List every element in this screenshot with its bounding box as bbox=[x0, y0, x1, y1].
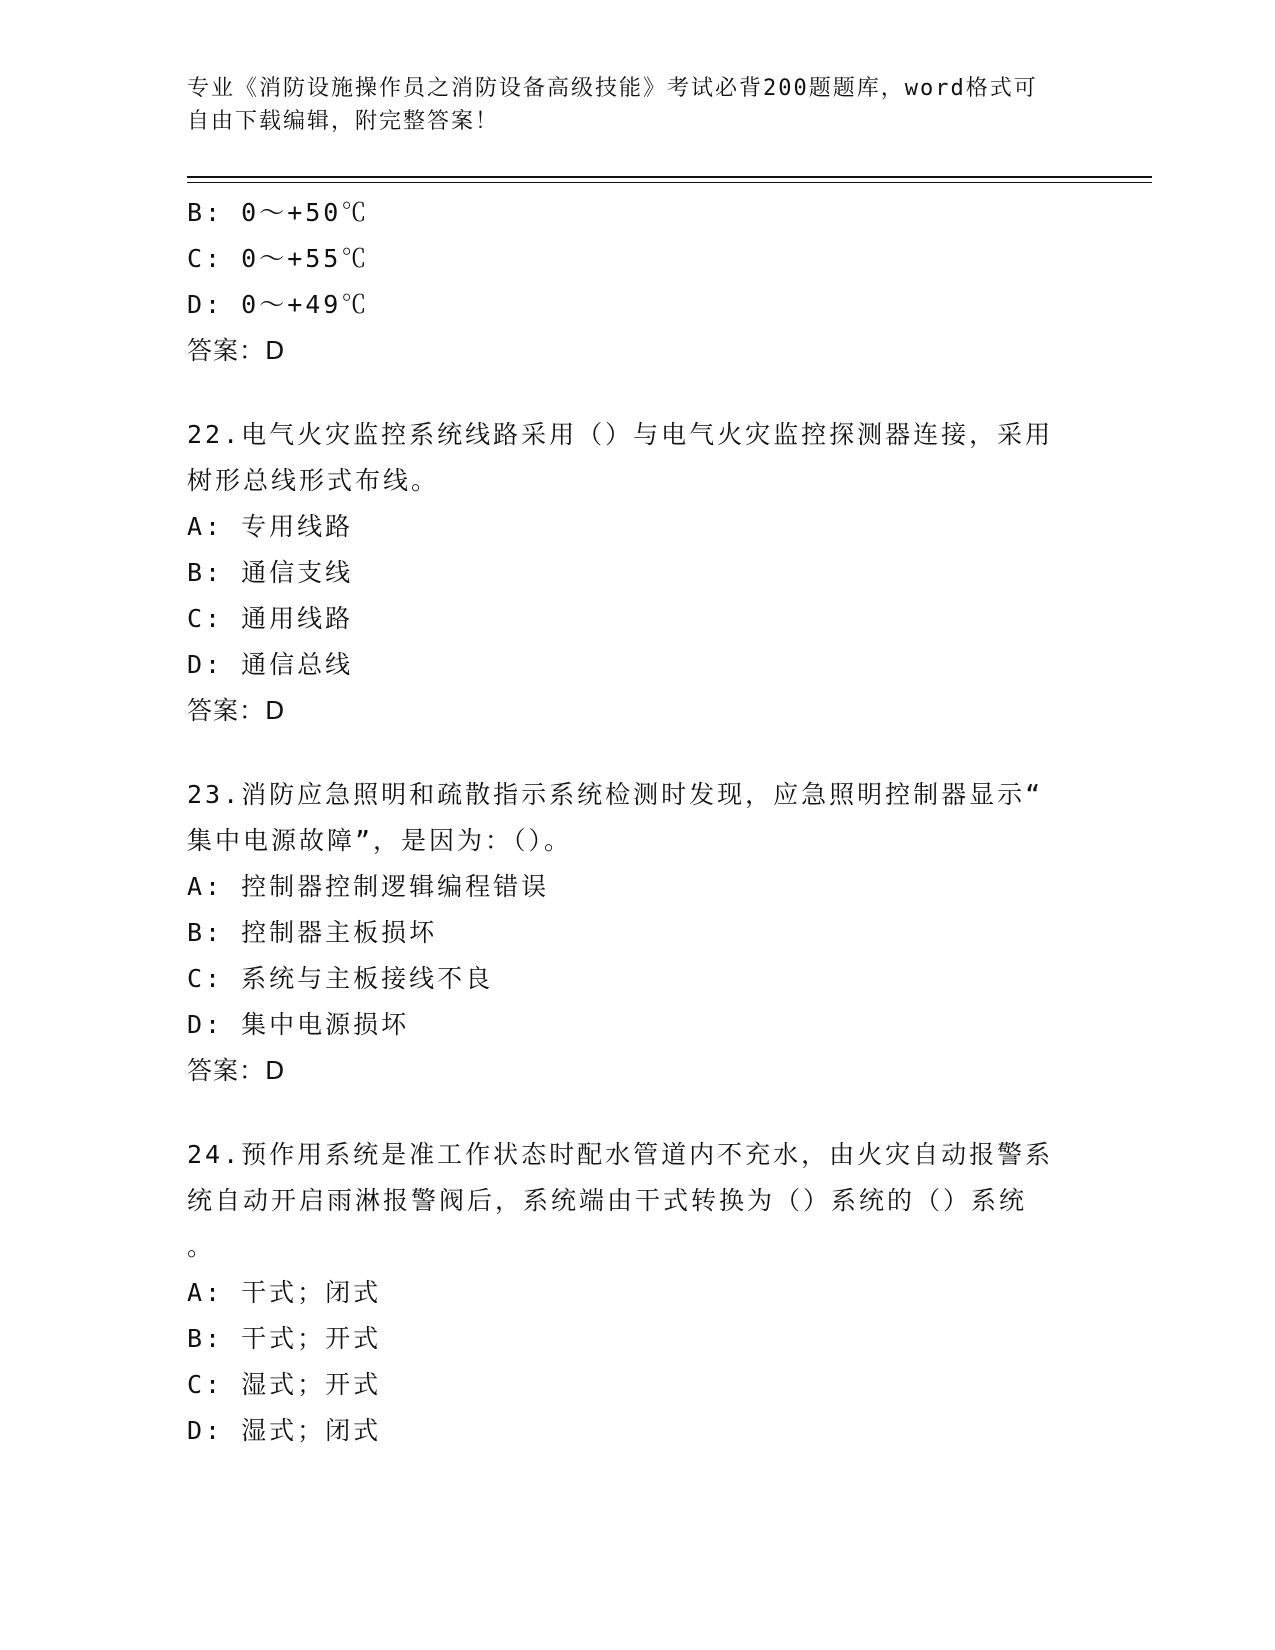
option-d: D: 湿式；闭式 bbox=[187, 1416, 382, 1445]
option-b: B: 通信支线 bbox=[187, 558, 354, 587]
spacer bbox=[187, 734, 1087, 772]
option-d: D: 通信总线 bbox=[187, 650, 354, 679]
header-divider-thick bbox=[187, 176, 1152, 178]
option-d: D: 集中电源损坏 bbox=[187, 1010, 410, 1039]
option-a: A: 控制器控制逻辑编程错误 bbox=[187, 872, 550, 901]
document-body bbox=[187, 190, 1087, 1454]
document-header bbox=[187, 72, 1067, 138]
option-b: B: 0～+50℃ bbox=[187, 198, 370, 227]
header-line-1: 专业《消防设施操作员之消防设备高级技能》考试必背200题题库，word格式可 bbox=[187, 76, 1038, 101]
answer-line: 答案：D bbox=[187, 1056, 286, 1085]
option-b: B: 控制器主板损坏 bbox=[187, 918, 438, 947]
question-24 bbox=[187, 1132, 1087, 1454]
question-21-continued bbox=[187, 190, 1087, 374]
question-22 bbox=[187, 412, 1087, 734]
question-text-line: 树形总线形式布线。 bbox=[187, 466, 440, 495]
option-c: C: 系统与主板接线不良 bbox=[187, 964, 494, 993]
option-d: D: 0～+49℃ bbox=[187, 290, 370, 319]
option-c: C: 湿式；开式 bbox=[187, 1370, 382, 1399]
question-text-line: 23.消防应急照明和疏散指示系统检测时发现，应急照明控制器显示“ bbox=[187, 780, 1044, 809]
question-text-line: 统自动开启雨淋报警阀后，系统端由干式转换为（）系统的（）系统 bbox=[187, 1186, 1028, 1215]
spacer bbox=[187, 1094, 1087, 1132]
option-c: C: 通用线路 bbox=[187, 604, 354, 633]
question-text-line: 。 bbox=[187, 1232, 216, 1261]
header-line-2: 自由下载编辑，附完整答案！ bbox=[187, 109, 500, 134]
question-text-line: 22.电气火灾监控系统线路采用（）与电气火灾监控探测器连接，采用 bbox=[187, 420, 1054, 449]
option-c: C: 0～+55℃ bbox=[187, 244, 370, 273]
spacer bbox=[187, 374, 1087, 412]
option-a: A: 专用线路 bbox=[187, 512, 354, 541]
question-text-line: 集中电源故障”，是因为：（）。 bbox=[187, 826, 573, 855]
question-text-line: 24.预作用系统是准工作状态时配水管道内不充水，由火灾自动报警系 bbox=[187, 1140, 1054, 1169]
answer-line: 答案：D bbox=[187, 696, 286, 725]
header-divider-thin bbox=[187, 182, 1152, 183]
option-a: A: 干式；闭式 bbox=[187, 1278, 382, 1307]
question-23 bbox=[187, 772, 1087, 1094]
answer-line: 答案：D bbox=[187, 336, 286, 365]
option-b: B: 干式；开式 bbox=[187, 1324, 382, 1353]
